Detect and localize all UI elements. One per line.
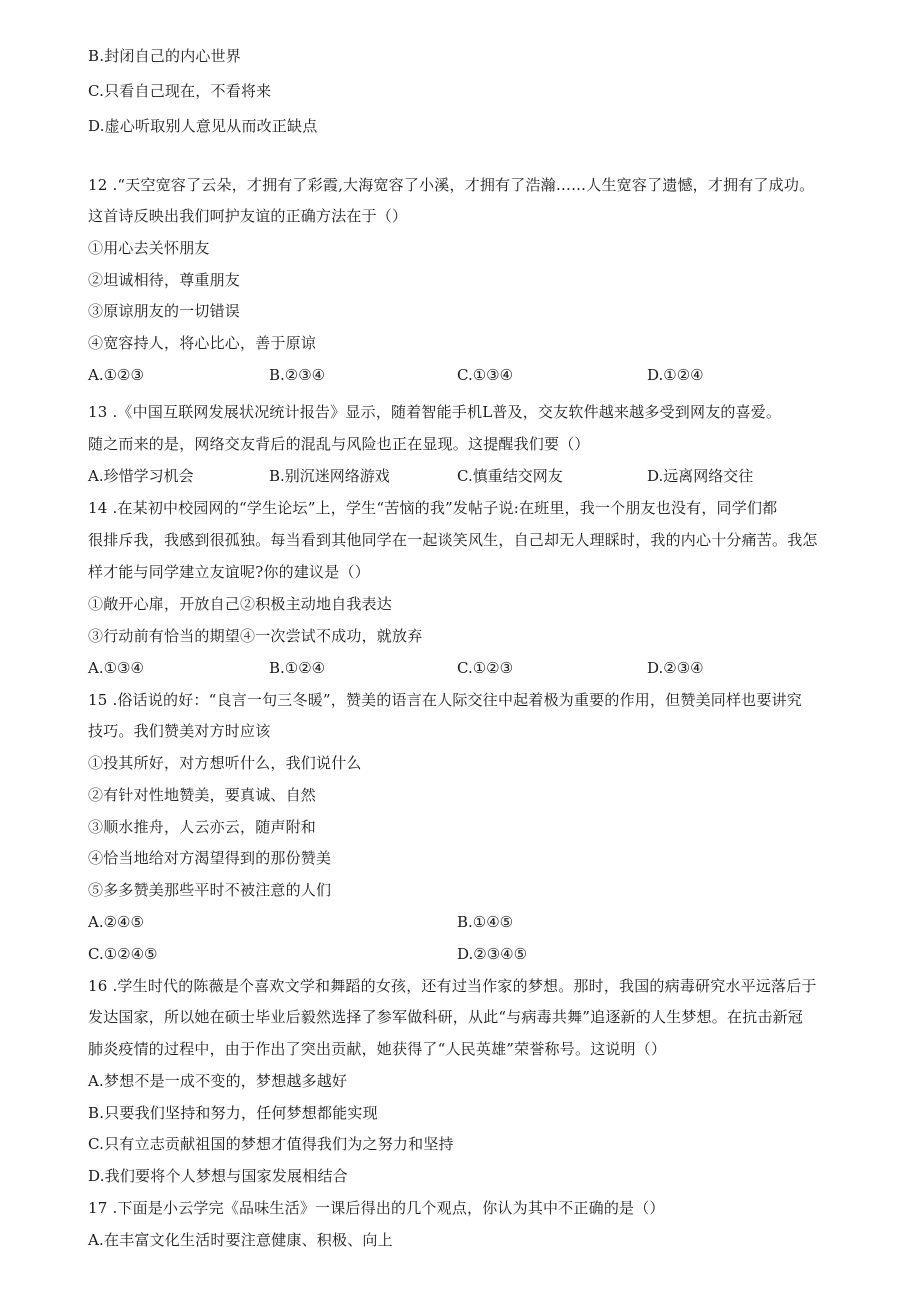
q14-items-1-2: ①敞开心扉，开放自己②积极主动地自我表达 [88,595,393,613]
q15-option-a: A.②④⑤ [88,913,144,931]
q15-item-4: ④恰当地给对方渴望得到的那份赞美 [88,849,332,867]
q13-option-b: B.别沉迷网络游戏 [269,467,390,485]
q15-item-5: ⑤多多赞美那些平时不被注意的人们 [88,881,332,899]
q13-option-d: D.远离网络交往 [647,467,754,485]
q12-item-1: ①用心去关怀朋友 [88,239,210,257]
q15-option-d: D.②③④⑤ [457,945,528,963]
q15-stem-line-1: 15 .俗话说的好：“良言一句三冬暖”，赞美的语言在人际交往中起着极为重要的作用，但赞美同样也要讲究 [88,691,802,709]
q13-option-c: C.慎重结交网友 [457,467,563,485]
q11-option-c: C.只看自己现在，不看将来 [88,82,272,100]
q14-option-c: C.①②③ [457,659,514,677]
q12-item-2: ②坦诚相待，尊重朋友 [88,271,241,289]
q15-item-1: ①投其所好，对方想听什么，我们说什么 [88,754,362,772]
q12-stem-line-1: 12 .“天空宽容了云朵，才拥有了彩霞,大海宽容了小溪，才拥有了浩瀚……人生宽容了遗憾，才拥有了成功。 [88,176,815,194]
q15-item-3: ③顺水推舟，人云亦云，随声附和 [88,818,317,836]
q12-option-d: D.①②④ [647,366,704,384]
q12-option-c: C.①③④ [457,366,514,384]
q12-option-a: A.①②③ [88,366,144,384]
q16-option-c: C.只有立志贡献祖国的梦想才值得我们为之努力和坚持 [88,1135,454,1153]
q16-stem-line-1: 16 .学生时代的陈薇是个喜欢文学和舞蹈的女孩，还有过当作家的梦想。那时，我国的病毒研究水平远落后于 [88,977,817,995]
q16-option-d: D.我们要将个人梦想与国家发展相结合 [88,1167,348,1185]
q13-stem-line-1: 13 .《中国互联网发展状况统计报告》显示，随着智能手机L普及，交友软件越来越多受到网友的喜爱。 [88,403,782,421]
q11-option-d: D.虚心听取别人意见从而改正缺点 [88,117,318,135]
q16-stem-line-2: 发达国家，所以她在硕士毕业后毅然选择了参军做科研，从此“与病毒共舞”追逐新的人生梦想。在抗击新冠 [88,1008,803,1026]
q12-stem-line-2: 这首诗反映出我们呵护友谊的正确方法在于（） [88,207,408,225]
q13-stem-line-2: 随之而来的是，网络交友背后的混乱与风险也正在显现。这提醒我们要（） [88,435,590,453]
q16-option-a: A.梦想不是一成不变的，梦想越多越好 [88,1072,348,1090]
q15-option-b: B.①④⑤ [457,913,514,931]
q16-option-b: B.只要我们坚持和努力，任何梦想都能实现 [88,1104,378,1122]
q12-item-3: ③原谅朋友的一切错误 [88,302,241,320]
q12-item-4: ④宽容持人，将心比心，善于原谅 [88,334,317,352]
q12-option-b: B.②③④ [269,366,326,384]
q14-option-a: A.①③④ [88,659,144,677]
q15-item-2: ②有针对性地赞美，要真诚、自然 [88,786,317,804]
q14-stem-line-3: 样才能与同学建立友谊呢?你的建议是（） [88,563,370,581]
q14-option-d: D.②③④ [647,659,704,677]
q17-option-a: A.在丰富文化生活时要注意健康、积极、向上 [88,1231,393,1249]
q13-option-a: A.珍惜学习机会 [88,467,194,485]
q14-option-b: B.①②④ [269,659,326,677]
q15-option-c: C.①②④⑤ [88,945,158,963]
q17-stem-line-1: 17 .下面是小云学完《品味生活》一课后得出的几个观点，你认为其中不正确的是（） [88,1199,665,1217]
q11-option-b: B.封闭自己的内心世界 [88,47,241,65]
q16-stem-line-3: 肺炎疫情的过程中，由于作出了突出贡献，她获得了“人民英雄”荣誉称号。这说明（） [88,1040,667,1058]
q14-stem-line-1: 14 .在某初中校园网的“学生论坛”上，学生“苦恼的我”发帖子说:在班里，我一个朋友也没有，同学们都 [88,499,778,517]
q14-stem-line-2: 很排斥我，我感到很孤独。每当看到其他同学在一起谈笑风生，自己却无人理睬时，我的内心十分痛苦。我怎 [88,531,818,549]
q15-stem-line-2: 技巧。我们赞美对方时应该 [88,722,271,740]
q14-items-3-4: ③行动前有恰当的期望④一次尝试不成功，就放弃 [88,627,423,645]
